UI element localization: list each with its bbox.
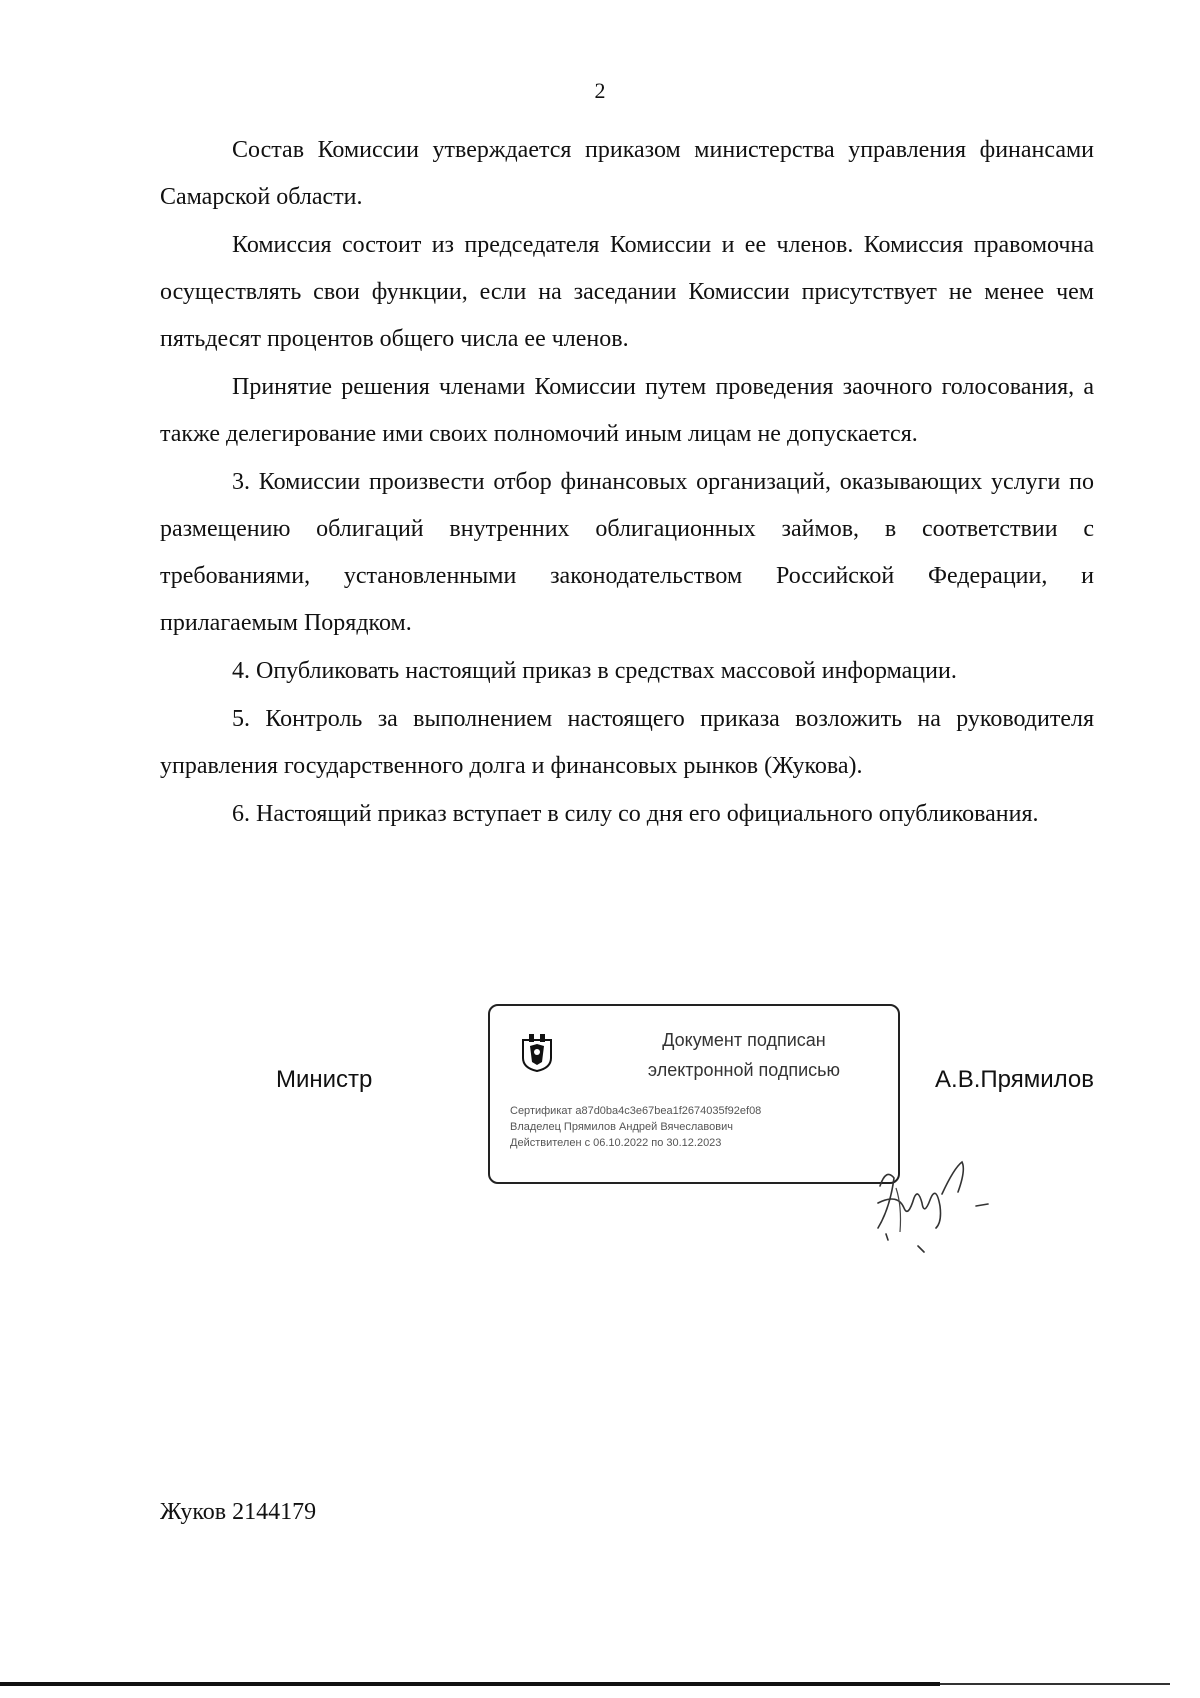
paragraph: 5. Контроль за выполнением настоящего приказа возложить на руководителя управления государственного долга и финансовых рынков (Жукова). [160, 706, 1094, 779]
paragraph: Состав Комиссии утверждается приказом министерства управления финансами Самарской области. [160, 137, 1094, 210]
paragraph: 4. Опубликовать настоящий приказ в средствах массовой информации. [232, 658, 957, 684]
signer-name: А.В.Прямилов [935, 1066, 1094, 1093]
certificate-number: Сертификат a87d0ba4c3e67bea1f2674035f92ef08 [510, 1105, 762, 1117]
page-number: 2 [594, 78, 606, 103]
certificate-details [510, 1103, 761, 1151]
handwritten-signature [858, 1148, 1008, 1258]
stamp-title-line1: Документ подписан [662, 1030, 826, 1050]
document-body [160, 127, 1094, 839]
bottom-rule-thin [940, 1683, 1170, 1685]
certificate-owner: Владелец Прямилов Андрей Вячеславович [510, 1121, 733, 1133]
digital-signature-stamp [488, 1004, 900, 1184]
paragraph: Принятие решения членами Комиссии путем проведения заочного голосования, а также делегирование ими своих полномочий иным лицам не допускается. [160, 374, 1094, 447]
bottom-rule [0, 1682, 940, 1686]
executor-contact: Жуков 2144179 [160, 1499, 317, 1525]
position-title: Министр [276, 1066, 373, 1093]
certificate-validity: Действителен с 06.10.2022 по 30.12.2023 [510, 1137, 722, 1149]
paragraph: 6. Настоящий приказ вступает в силу со дня его официального опубликования. [232, 801, 1039, 827]
coat-of-arms-icon [520, 1032, 554, 1072]
stamp-title-line2: электронной подписью [647, 1060, 841, 1080]
paragraph: 3. Комиссии произвести отбор финансовых организаций, оказывающих услуги по размещению облигаций внутренних облигационных займов, в соответствии с требованиями, установленными законодательством Российской Федерации, и прилагаемым Порядком. [160, 469, 1094, 636]
paragraph: Комиссия состоит из председателя Комиссии и ее членов. Комиссия правомочна осуществлять свои функции, если на заседании Комиссии присутствует не менее чем пятьдесят процентов общего числа ее членов. [160, 232, 1094, 352]
